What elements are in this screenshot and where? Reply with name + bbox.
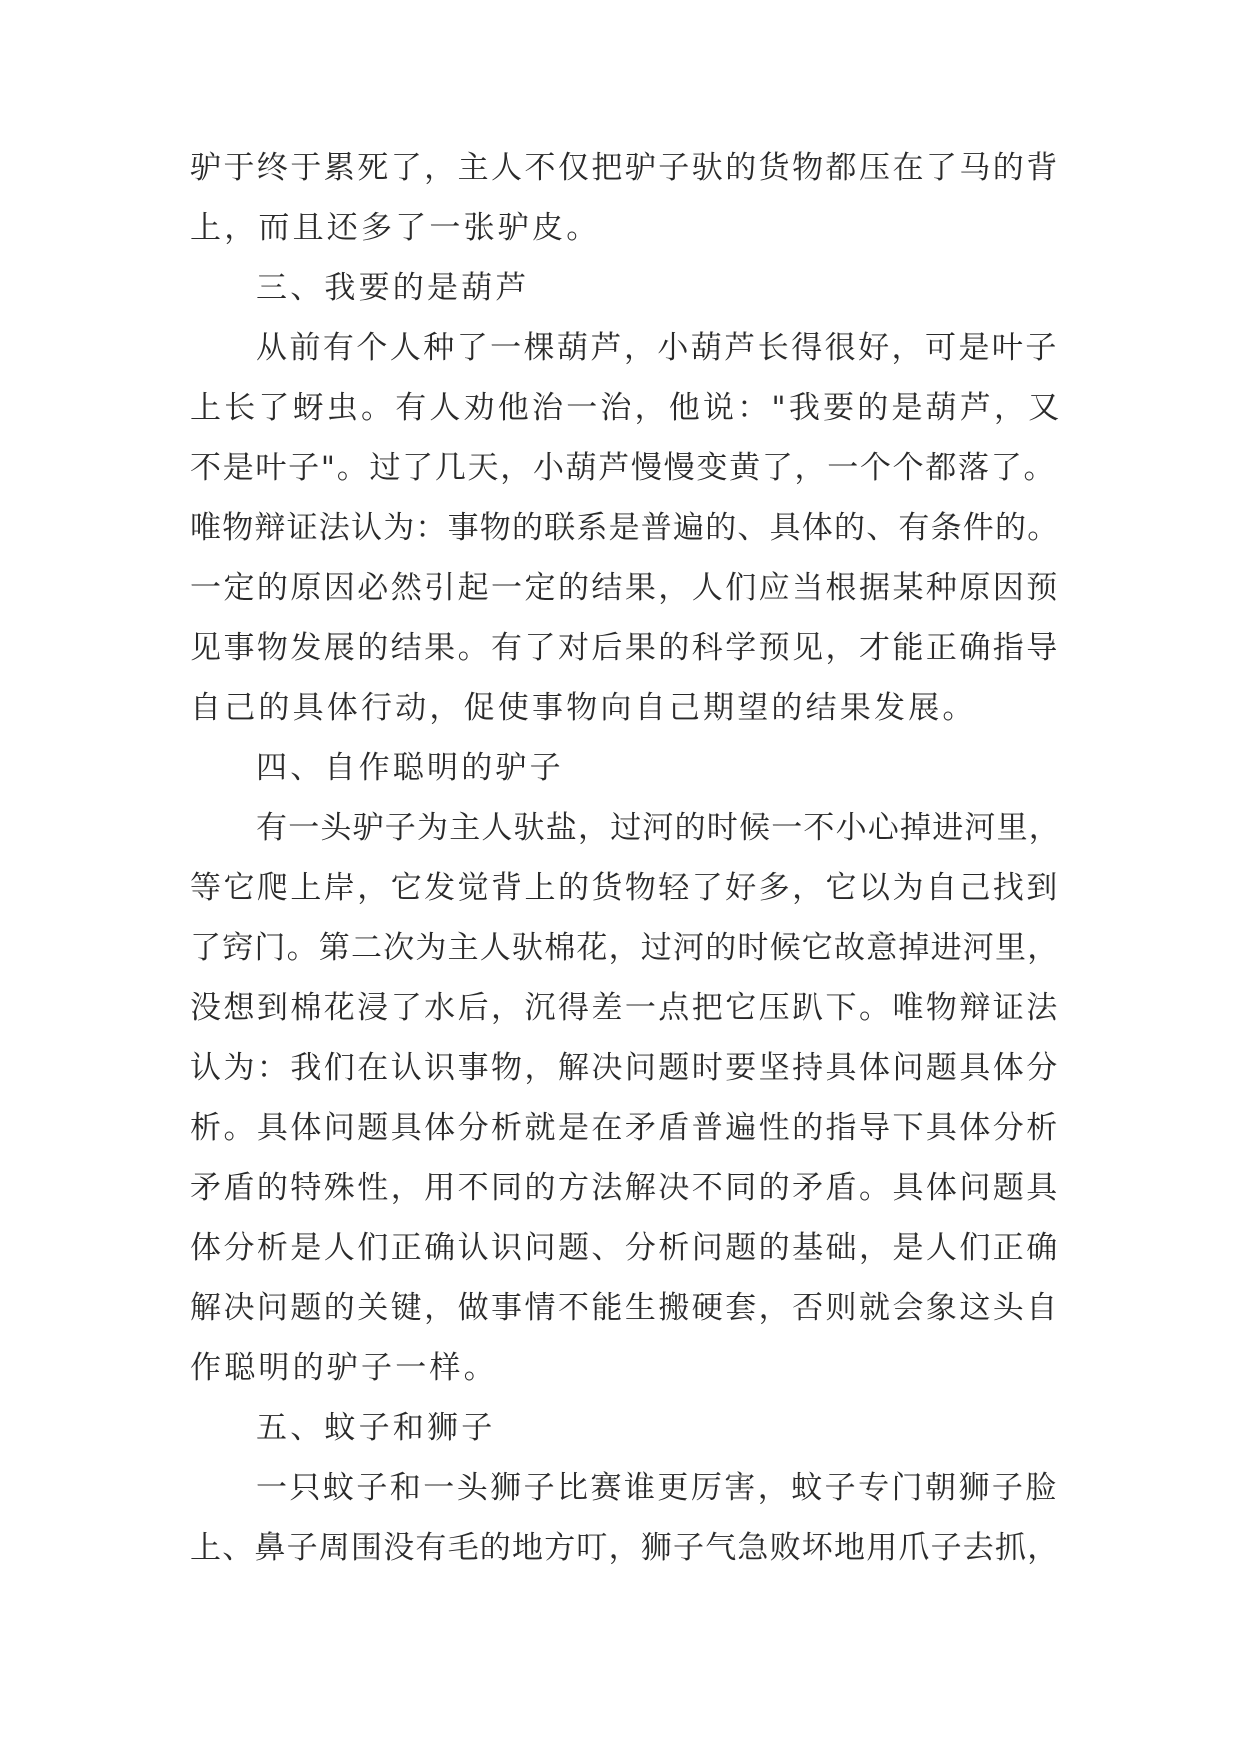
section-heading-3: 三、我要的是葫芦 bbox=[256, 270, 530, 306]
paragraph-line: 矛盾的特殊性，用不同的方法解决不同的矛盾。具体问题具 bbox=[190, 1170, 1060, 1206]
section-heading-4: 四、自作聪明的驴子 bbox=[256, 750, 564, 786]
paragraph-line: 见事物发展的结果。有了对后果的科学预见，才能正确指导 bbox=[190, 630, 1060, 666]
paragraph-line: 认为：我们在认识事物，解决问题时要坚持具体问题具体分 bbox=[190, 1050, 1060, 1086]
paragraph-line: 上长了蚜虫。有人劝他治一治，他说："我要的是葫芦，又 bbox=[190, 390, 1063, 426]
paragraph-line: 上、鼻子周围没有毛的地方叮，狮子气急败坏地用爪子去抓， bbox=[190, 1530, 1060, 1566]
paragraph-line: 有一头驴子为主人驮盐，过河的时候一不小心掉进河里， bbox=[256, 810, 1061, 846]
paragraph-line: 唯物辩证法认为：事物的联系是普遍的、具体的、有条件的。 bbox=[190, 510, 1060, 546]
paragraph-line: 上，而且还多了一张驴皮。 bbox=[190, 210, 601, 246]
paragraph-line: 没想到棉花浸了水后，沉得差一点把它压趴下。唯物辩证法 bbox=[190, 990, 1060, 1026]
paragraph-line: 从前有个人种了一棵葫芦，小葫芦长得很好，可是叶子 bbox=[256, 330, 1059, 366]
paragraph-line: 自己的具体行动，促使事物向自己期望的结果发展。 bbox=[190, 690, 977, 726]
paragraph-line: 解决问题的关键，做事情不能生搬硬套，否则就会象这头自 bbox=[190, 1290, 1060, 1326]
section-heading-5: 五、蚊子和狮子 bbox=[256, 1410, 496, 1446]
paragraph-line: 一只蚊子和一头狮子比赛谁更厉害，蚊子专门朝狮子脸 bbox=[256, 1470, 1059, 1506]
paragraph-line: 驴于终于累死了，主人不仅把驴子驮的货物都压在了马的背 bbox=[190, 150, 1060, 186]
paragraph-line: 了窍门。第二次为主人驮棉花，过河的时候它故意掉进河里， bbox=[190, 930, 1060, 966]
paragraph-line: 等它爬上岸，它发觉背上的货物轻了好多，它以为自己找到 bbox=[190, 870, 1060, 906]
paragraph-line: 不是叶子"。过了几天，小葫芦慢慢变黄了，一个个都落了。 bbox=[190, 450, 1057, 486]
paragraph-line: 一定的原因必然引起一定的结果，人们应当根据某种原因预 bbox=[190, 570, 1060, 606]
paragraph-line: 体分析是人们正确认识问题、分析问题的基础，是人们正确 bbox=[190, 1230, 1060, 1266]
paragraph-line: 析。具体问题具体分析就是在矛盾普遍性的指导下具体分析 bbox=[190, 1110, 1060, 1146]
paragraph-line: 作聪明的驴子一样。 bbox=[190, 1350, 498, 1386]
